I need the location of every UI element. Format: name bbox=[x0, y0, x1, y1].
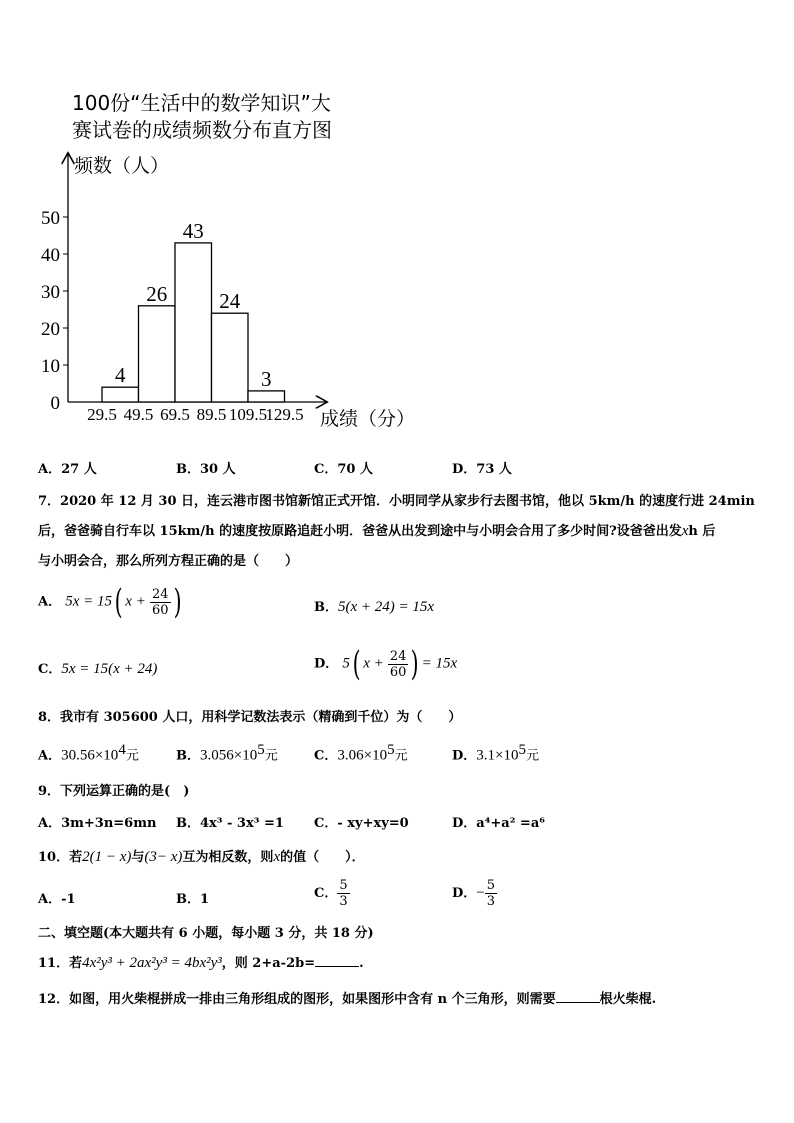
q11-stem: 11．若4x²y³ + 2ax²y³ = 4bx²y³，则 2+a-2b= . bbox=[38, 955, 364, 971]
q10-option-a: A．-1 bbox=[38, 892, 76, 907]
y-tick-label: 20 bbox=[41, 319, 60, 340]
histogram-chart bbox=[30, 148, 450, 438]
q9-option-d: D．a⁴+a² =a⁶ bbox=[452, 816, 545, 831]
x-tick-label: 29.5 bbox=[87, 405, 117, 424]
chart-title-line2: 赛试卷的成绩频数分布直方图 bbox=[72, 118, 332, 142]
bar-data-label: 3 bbox=[261, 366, 272, 391]
q9-option-c: C．- xy+xy=0 bbox=[314, 816, 409, 831]
y-tick-label: 40 bbox=[41, 245, 60, 266]
q8-option-a: A．$30.56\times 10^4$元 bbox=[38, 742, 139, 764]
q9-option-b: B．4x³ - 3x³ =1 bbox=[176, 816, 284, 831]
q12-stem: 12．如图，用火柴棍拼成一排由三角形组成的图形，如果图形中含有 n 个三角形，则需要 根火柴棍. bbox=[38, 992, 657, 1007]
q8-option-d: D．$3.1\times 10^5$元 bbox=[452, 742, 540, 764]
x-tick-label: 69.5 bbox=[160, 405, 190, 424]
q9-option-a: A．3m+3n=6mn bbox=[38, 816, 157, 831]
q7-stem-line3: 与小明会合，那么所列方程正确的是（ ） bbox=[38, 554, 299, 569]
histogram-bar bbox=[102, 387, 139, 402]
q10-stem: 10．若2(1 − x)与(3− x)互为相反数，则x的值（ ）． bbox=[38, 849, 365, 865]
q7-stem-line1: 7．2020 年 12 月 30 日，连云港市图书馆新馆正式开馆．小明同学从家步行去图书馆，他以 5km/h 的速度行进 24min bbox=[38, 494, 755, 509]
q8-option-b: B．$3.056\times 10^5$元 bbox=[176, 742, 278, 764]
q6-option-d: D．73 人 bbox=[452, 462, 512, 477]
bar-data-label: 4 bbox=[115, 363, 126, 388]
q8-stem: 8．我市有 305600 人口，用科学记数法表示（精确到千位）为（ ） bbox=[38, 710, 462, 725]
histogram-bar bbox=[212, 313, 249, 402]
x-tick-label: 129.5 bbox=[265, 405, 304, 424]
q7-stem-line2: 后，爸爸骑自行车以 15km/h 的速度按原路追赶小明．爸爸从出发到途中与小明会合用了多少时间?设爸爸出发xh 后 bbox=[38, 523, 716, 539]
q6-option-a: A．27 人 bbox=[38, 462, 97, 477]
q7-option-a: A． 5x = 15( x + $\frac{24}{60}$ ) bbox=[38, 582, 182, 622]
q7-option-d: D． 5( x + $\frac{24}{60}$ ) = 15x bbox=[314, 644, 458, 684]
q10-option-b: B．1 bbox=[176, 892, 210, 907]
histogram-bar bbox=[175, 243, 212, 402]
q12-answer-blank[interactable] bbox=[556, 990, 600, 1003]
q10-option-d: D．− $\frac{5}{3}$ bbox=[452, 878, 496, 909]
q7-option-c: C．5x = 15(x + 24) bbox=[38, 661, 158, 677]
histogram-bar bbox=[248, 391, 285, 402]
q10-option-c: C． $\frac{5}{3}$ bbox=[314, 878, 348, 909]
x-tick-label: 89.5 bbox=[196, 405, 227, 424]
bar-data-label: 24 bbox=[219, 289, 241, 314]
q9-stem: 9．下列运算正确的是( ) bbox=[38, 784, 190, 799]
y-axis-label: 频数（人） bbox=[74, 155, 170, 177]
x-tick-label: 49.5 bbox=[123, 405, 154, 424]
y-tick-label: 0 bbox=[50, 393, 60, 414]
y-tick-label: 30 bbox=[41, 282, 60, 303]
y-tick-label: 50 bbox=[41, 208, 60, 229]
q6-option-b: B．30 人 bbox=[176, 462, 236, 477]
histogram-bar bbox=[139, 306, 176, 402]
q8-option-c: C．$3.06\times 10^5$元 bbox=[314, 742, 408, 764]
q11-answer-blank[interactable] bbox=[315, 954, 359, 967]
x-tick-label: 109.5 bbox=[228, 405, 268, 424]
q7-option-b: B．5(x + 24) = 15x bbox=[314, 599, 435, 615]
section-fill-in-heading: 二、填空题(本大题共有 6 小题，每小题 3 分，共 18 分) bbox=[38, 926, 374, 941]
q6-option-c: C．70 人 bbox=[314, 462, 373, 477]
y-tick-label: 10 bbox=[41, 356, 60, 377]
x-axis-label: 成绩（分） bbox=[320, 408, 416, 430]
chart-title-line1: 100份“生活中的数学知识”大 bbox=[72, 91, 331, 115]
bar-data-label: 26 bbox=[146, 281, 168, 306]
bar-data-label: 43 bbox=[182, 218, 204, 243]
